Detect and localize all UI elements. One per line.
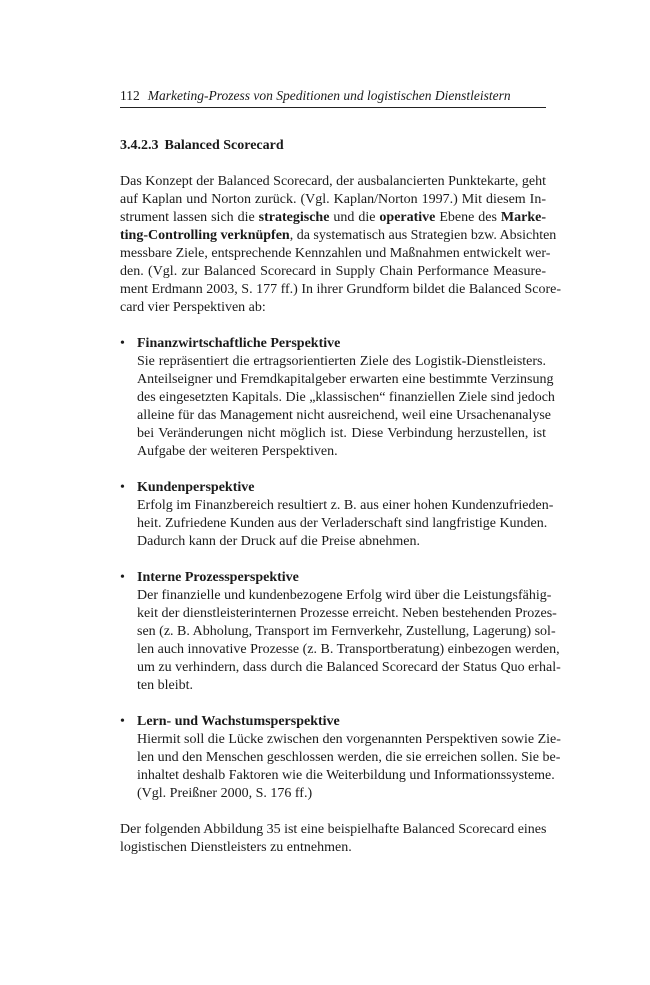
perspective-heading: Interne Prozessperspektive bbox=[137, 570, 299, 585]
perspective-line: um zu verhindern, dass durch die Balanced Scorecard der Status Quo erhal- bbox=[137, 660, 561, 675]
bullet-icon: • bbox=[120, 336, 125, 351]
page-body bbox=[120, 136, 562, 875]
perspective-line: bei Veränderungen nicht möglich ist. Diese Verbindung herzustellen, ist bbox=[137, 426, 546, 441]
paragraph-line: den. (Vgl. zur Balanced Scorecard in Supply Chain Performance Measure- bbox=[120, 264, 546, 279]
paragraph-line bbox=[120, 209, 546, 227]
paragraph-line bbox=[120, 227, 557, 245]
perspective-line: Dadurch kann der Druck auf die Preise abnehmen. bbox=[137, 534, 421, 549]
paragraph-line: card vier Perspektiven ab: bbox=[120, 300, 266, 315]
line-text: strument lassen sich die bbox=[120, 210, 259, 225]
perspective-heading: Kundenperspektive bbox=[137, 480, 255, 495]
paragraph-line: logistischen Dienstleisters zu entnehmen. bbox=[120, 840, 352, 855]
perspective-line: len und den Menschen geschlossen werden, die sie erreichen sollen. Sie be- bbox=[137, 750, 561, 765]
paragraph-line: Der folgenden Abbildung 35 ist eine beispielhafte Balanced Scorecard eines bbox=[120, 822, 547, 837]
perspective-financial bbox=[120, 335, 555, 461]
perspective-line: Der finanzielle und kundenbezogene Erfolg wird über die Leistungsfähig- bbox=[137, 588, 552, 603]
emphasis-marketing: Marke- bbox=[500, 210, 546, 225]
section-number: 3.4.2.3 bbox=[120, 138, 159, 153]
perspective-line: heit. Zufriedene Kunden aus der Verladerschaft sind langfristige Kunden. bbox=[137, 516, 548, 531]
line-text: Ebene des bbox=[435, 210, 501, 225]
page-number: 112 bbox=[120, 88, 140, 103]
emphasis-strategische: strategische bbox=[258, 210, 330, 225]
section-title: Balanced Scorecard bbox=[164, 138, 284, 153]
running-title: Marketing-Prozess von Speditionen und logistischen Dienstleistern bbox=[147, 88, 511, 103]
paragraph-line: ment Erdmann 2003, S. 177 ff.) In ihrer Grundform bildet die Balanced Score- bbox=[120, 282, 562, 297]
perspective-line: Anteilseigner und Fremdkapitalgeber erwarten eine bestimmte Verzinsung bbox=[137, 372, 554, 387]
perspective-line: Hiermit soll die Lücke zwischen den vorgenannten Perspektiven sowie Zie- bbox=[137, 732, 561, 747]
perspective-line: des eingesetzten Kapitals. Die „klassischen“ finanziellen Ziele sind jedoch bbox=[137, 390, 555, 405]
intro-paragraph bbox=[120, 173, 562, 317]
paragraph-line: auf Kaplan und Norton zurück. (Vgl. Kaplan/Norton 1997.) Mit diesem In- bbox=[120, 192, 546, 207]
emphasis-controlling: ting-Controlling verknüpfen bbox=[120, 228, 290, 243]
perspective-internal-process bbox=[120, 569, 561, 695]
bullet-icon: • bbox=[120, 714, 125, 729]
perspective-line: sen (z. B. Abholung, Transport im Fernverkehr, Zustellung, Lagerung) sol- bbox=[137, 624, 556, 639]
closing-paragraph bbox=[120, 821, 546, 857]
perspective-line: inhaltet deshalb Faktoren wie die Weiterbildung und Informationssysteme. bbox=[137, 768, 555, 783]
bullet-icon: • bbox=[120, 480, 125, 495]
bullet-icon: • bbox=[120, 570, 125, 585]
perspective-line: (Vgl. Preißner 2000, S. 176 ff.) bbox=[137, 786, 313, 801]
paragraph-line: messbare Ziele, entsprechende Kennzahlen und Maßnahmen entwickelt wer- bbox=[120, 246, 551, 261]
perspective-line: len auch innovative Prozesse (z. B. Transportberatung) einbezogen werden, bbox=[137, 642, 560, 657]
perspective-line: Sie repräsentiert die ertragsorientierten Ziele des Logistik-Dienstleisters. bbox=[137, 354, 546, 369]
perspective-line: Erfolg im Finanzbereich resultiert z. B. aus einer hohen Kundenzufrieden- bbox=[137, 498, 554, 513]
perspective-heading: Lern- und Wachstumsperspektive bbox=[137, 714, 340, 729]
perspective-line: ten bleibt. bbox=[137, 678, 193, 693]
line-text: und die bbox=[329, 210, 380, 225]
line-text: , da systematisch aus Strategien bzw. Absichten bbox=[289, 228, 557, 243]
perspective-learning-growth bbox=[120, 713, 561, 803]
paragraph-line: Das Konzept der Balanced Scorecard, der ausbalancierten Punktekarte, geht bbox=[120, 174, 547, 189]
perspective-customer bbox=[120, 479, 554, 551]
perspective-line: alleine für das Management nicht ausreichend, weil eine Ursachenanalyse bbox=[137, 408, 551, 423]
section-heading bbox=[120, 136, 546, 155]
perspective-heading: Finanzwirtschaftliche Perspektive bbox=[137, 336, 341, 351]
emphasis-operative: operative bbox=[379, 210, 436, 225]
perspective-line: Aufgabe der weiteren Perspektiven. bbox=[137, 444, 338, 459]
perspective-line: keit der dienstleisterinternen Prozesse erreicht. Neben bestehenden Prozes- bbox=[137, 606, 557, 621]
running-header bbox=[120, 86, 546, 108]
